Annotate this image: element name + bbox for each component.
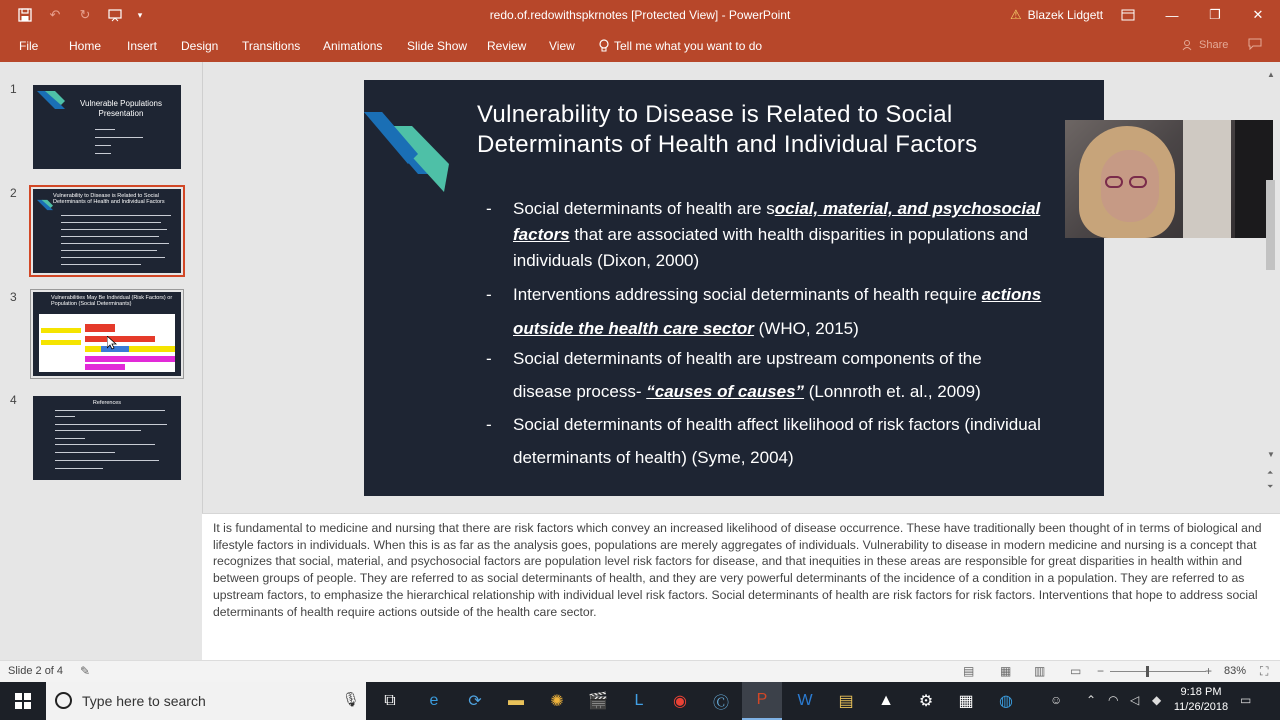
slide-canvas[interactable] (364, 80, 1104, 496)
share-icon (1182, 39, 1194, 51)
photos-icon[interactable]: ▲ (878, 692, 894, 709)
thumbnail-title: Vulnerabilities May Be Individual (Risk Factors) or Population (Social Determinants) (51, 295, 173, 307)
normal-view-icon[interactable]: ▤ (963, 664, 975, 678)
system-clock[interactable] (1170, 685, 1232, 715)
bullet-marker: - (486, 415, 492, 434)
powerpoint-icon[interactable]: P (742, 682, 782, 720)
maximize-button[interactable]: ❐ (1209, 7, 1221, 22)
settings-icon[interactable]: ⚙ (918, 693, 934, 710)
edge-icon[interactable]: e (429, 692, 439, 709)
network-icon[interactable]: ◠ (1108, 693, 1119, 707)
clock-time: 9:18 PM (1180, 686, 1222, 698)
share-button[interactable] (1182, 39, 1228, 51)
fit-to-window-icon[interactable]: ⛶ (1260, 664, 1269, 678)
ribbon-tabs (0, 30, 1280, 62)
minimize-button[interactable]: — (1165, 7, 1179, 23)
slide-show-icon[interactable]: ▭ (1070, 664, 1082, 678)
user-account[interactable] (1010, 7, 1103, 23)
slide-title[interactable]: Vulnerability to Disease is Related to Social Determinants of Health and Individual Factors (477, 101, 978, 158)
dropbox-icon[interactable]: ◆ (1152, 693, 1162, 707)
tell-me-search[interactable] (599, 39, 762, 53)
bullet-emphasis: ocial, material, and psychosocial factors (513, 199, 1041, 244)
tab-insert[interactable]: Insert (127, 39, 158, 53)
slide-bullet-2[interactable] (486, 278, 1046, 344)
bullet-emphasis: actions outside the health care sector (513, 285, 1042, 338)
status-bar (0, 660, 1280, 682)
app-l-icon[interactable]: L (634, 692, 644, 709)
bullet-text: Interventions addressing social determinants of health require (513, 285, 982, 304)
thumbnail-number: 3 (10, 290, 17, 304)
thumbnail-title: Vulnerable Populations Presentation (80, 99, 162, 118)
microphone-icon[interactable]: 🎙 (342, 691, 360, 707)
slide-logo-icon (364, 112, 454, 192)
bullet-text: Social determinants of health are upstream components of the disease process- (513, 349, 982, 401)
tab-slide-show[interactable]: Slide Show (407, 39, 468, 53)
warning-icon: ⚠ (1010, 7, 1022, 22)
slide-thumbnail-4[interactable] (33, 396, 181, 480)
tab-view[interactable]: View (549, 39, 575, 53)
app-blue-icon[interactable]: ◍ (999, 693, 1013, 710)
action-center-icon[interactable]: ▭ (1240, 693, 1252, 707)
bullet-marker: - (486, 349, 492, 368)
windows-logo-icon (15, 693, 31, 709)
slide-logo-icon (37, 199, 53, 211)
thumbnail-title: Vulnerability to Disease is Related to Social Determinants of Health and Individual Factors (53, 193, 165, 205)
lightbulb-icon (599, 39, 609, 53)
thumbnail-number: 4 (10, 393, 17, 407)
file-explorer-icon[interactable]: ▬ (508, 692, 524, 709)
tell-me-label: Tell me what you want to do (614, 39, 763, 53)
word-icon[interactable]: W (797, 692, 813, 709)
speaker-notes-pane[interactable] (202, 513, 1280, 660)
ribbon-display-options-icon[interactable] (1106, 0, 1150, 30)
task-view-icon[interactable]: ⧉ (384, 692, 396, 709)
mouse-cursor-icon (107, 336, 117, 350)
bullet-text: (Lonnroth et. al., 2009) (804, 382, 981, 401)
bullet-text: that are associated with health disparities in populations and individuals (Dixon, 2000) (513, 225, 1029, 270)
slide-thumbnail-pane (0, 62, 202, 660)
slide-counter: Slide 2 of 4 (8, 665, 64, 677)
tab-design[interactable]: Design (181, 39, 219, 53)
slide-thumbnail-2[interactable] (33, 189, 181, 273)
webcam-overlay (1065, 120, 1273, 238)
user-name: Blazek Lidgett (1027, 8, 1104, 22)
slide-sorter-icon[interactable]: ▦ (1000, 664, 1012, 678)
zoom-out-icon[interactable]: − (1097, 664, 1105, 678)
close-button[interactable]: ✕ (1252, 7, 1264, 22)
slide-bullet-4[interactable] (486, 408, 1046, 474)
spell-check-icon[interactable]: ✎ (80, 664, 91, 678)
tab-review[interactable]: Review (487, 39, 527, 53)
undo-icon[interactable]: ↶ (49, 7, 61, 22)
windows-taskbar (0, 682, 1280, 720)
bullet-marker: - (486, 285, 492, 304)
comments-icon[interactable] (1248, 38, 1262, 53)
reading-view-icon[interactable]: ▥ (1034, 664, 1046, 678)
calculator-icon[interactable]: ▦ (958, 693, 974, 710)
taskbar-search-box[interactable] (46, 682, 366, 720)
bullet-emphasis: “causes of causes” (646, 382, 805, 401)
bullet-text: Social determinants of health affect likelihood of risk factors (individual determinants of health) (Syme, 2004) (513, 415, 1041, 467)
folder-icon[interactable]: ▤ (838, 693, 854, 710)
customize-quick-access-icon[interactable]: ▾ (137, 9, 143, 20)
slide-thumbnail-3[interactable] (33, 292, 181, 376)
volume-icon[interactable]: ◁ (1130, 693, 1140, 707)
scroll-down-icon[interactable]: ▼ (1267, 450, 1275, 459)
redo-icon[interactable]: ↻ (79, 7, 91, 22)
tab-file[interactable]: File (19, 39, 39, 53)
speaker-notes-text[interactable]: It is fundamental to medicine and nursing that there are risk factors which convey an increased likelihood of disease occurrence. These have traditionally been thought of in terms of biological and lifestyle factors in individuals. When this is as far as the analysis goes, populations are merely aggregates of individuals. Vulnerability to disease in modern medicine and nursing is a concept that recognizes that social, material, and psychosocial factors are population level risk factors for disease, and that inequities in these areas are responsible for great disparities in health within and between groups of people. They are referred to as social determinants of health, and they are very powerful determinants of the incidence of a condition in a population. They are referred to as upstream factors, to emphasize the hierarchical relationship with individual level risk factors. Social determinants of health are risk factors for risk factors. Interventions that hope to address social determinants of health require actions outside of the health care sector. (213, 521, 1262, 619)
slide-bullet-3[interactable] (486, 342, 1046, 408)
window-title: redo.of.redowithspkrnotes [Protected View] - PowerPoint (489, 8, 791, 22)
slide-bullet-1[interactable] (486, 196, 1046, 274)
slide-thumbnail-1[interactable] (33, 85, 181, 169)
next-slide-icon[interactable]: ⏷ (1267, 482, 1274, 491)
people-icon[interactable]: ☺ (1050, 693, 1063, 707)
work-area (0, 62, 1280, 660)
tab-home[interactable]: Home (69, 39, 102, 53)
clock-date: 11/26/2018 (1173, 701, 1229, 713)
start-button[interactable] (0, 682, 46, 720)
zoom-slider[interactable] (1110, 671, 1206, 672)
app-star-icon[interactable]: ✺ (550, 693, 564, 710)
app-c-icon[interactable]: Ⓒ (712, 694, 729, 712)
previous-slide-icon[interactable]: ⏶ (1267, 468, 1274, 477)
bullet-text: Social determinants of health are s (513, 199, 775, 218)
scroll-up-icon[interactable]: ▲ (1267, 70, 1275, 79)
show-hidden-icons-icon[interactable]: ⌃ (1086, 693, 1097, 707)
vertical-scrollbar[interactable] (1262, 68, 1280, 494)
zoom-level[interactable]: 83% (1224, 665, 1247, 677)
bullet-marker: - (486, 199, 492, 218)
chrome-icon[interactable]: ◉ (673, 693, 687, 710)
share-label: Share (1199, 39, 1229, 51)
search-placeholder: Type here to search (82, 693, 206, 709)
bullet-text: (WHO, 2015) (753, 319, 859, 338)
scrollbar-thumb[interactable] (1266, 180, 1275, 270)
zoom-in-icon[interactable]: + (1205, 664, 1213, 678)
thumbnail-title: References (92, 400, 122, 406)
tab-transitions[interactable]: Transitions (242, 39, 301, 53)
media-app-icon[interactable]: 🎬 (588, 693, 608, 710)
title-bar (0, 0, 1280, 30)
zoom-slider-thumb[interactable] (1146, 666, 1149, 677)
tab-animations[interactable]: Animations (323, 39, 383, 53)
browser-refresh-icon[interactable]: ⟳ (468, 693, 482, 710)
thumbnail-number: 2 (10, 186, 17, 200)
cortana-icon (55, 692, 72, 709)
thumbnail-number: 1 (10, 82, 17, 96)
